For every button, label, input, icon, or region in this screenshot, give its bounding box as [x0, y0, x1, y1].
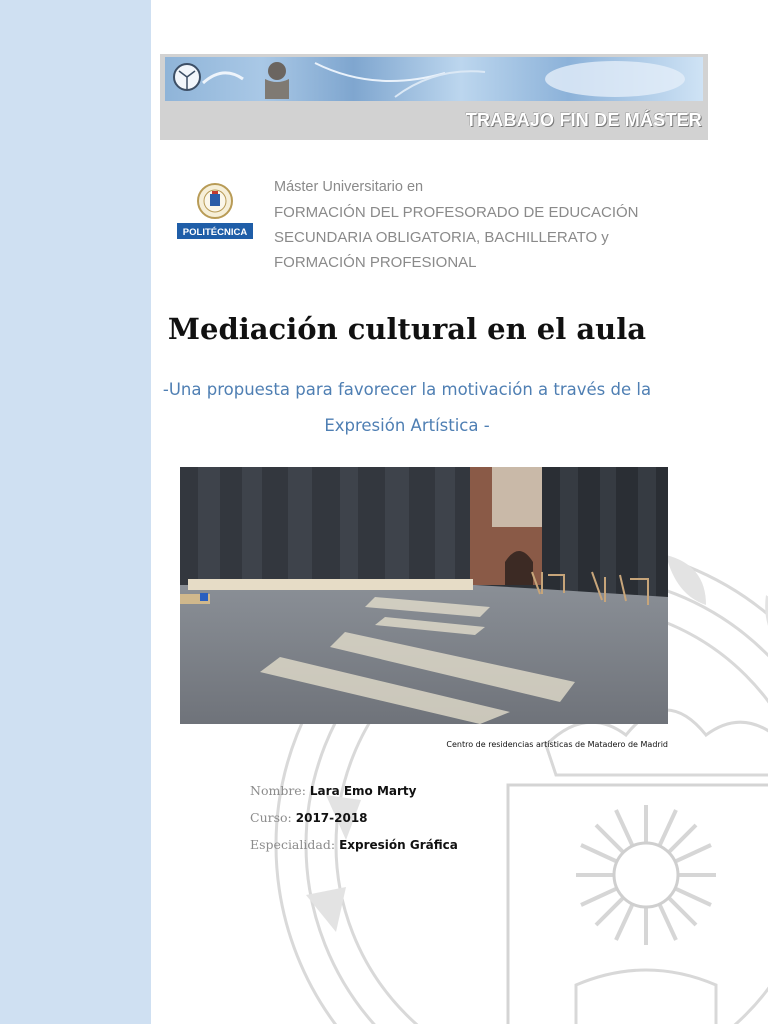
- info-row-name: [250, 781, 458, 808]
- specialty-label: Especialidad:: [250, 837, 336, 852]
- banner-sports-graphic: [165, 57, 703, 101]
- banner-decorative-strip: [165, 57, 703, 101]
- master-description: [274, 175, 694, 275]
- master-line-2: SECUNDARIA OBLIGATORIA, BACHILLERATO y: [274, 229, 609, 246]
- master-intro: Máster Universitario en: [274, 179, 424, 195]
- thesis-banner: [160, 54, 708, 140]
- author-info: [250, 781, 458, 862]
- name-label: Nombre:: [250, 783, 306, 798]
- document-title: Mediación cultural en el aula: [167, 312, 647, 346]
- cover-page: [151, 0, 768, 1024]
- specialty-value: Expresión Gráfica: [339, 838, 458, 852]
- subtitle-line-1: -Una propuesta para favorecer la motivación a través de la: [162, 380, 652, 399]
- document-subtitle: [151, 372, 663, 444]
- banner-title: TRABAJO FIN DE MÁSTER: [465, 110, 702, 130]
- matadero-photo: [180, 467, 668, 724]
- info-row-specialty: [250, 835, 458, 862]
- upm-politecnica-logo: [177, 182, 253, 240]
- course-value: 2017-2018: [295, 811, 368, 825]
- name-value: Lara Emo Marty: [309, 784, 417, 798]
- subtitle-line-2: Expresión Artística -: [324, 416, 490, 435]
- logo-label: POLITÉCNICA: [182, 227, 248, 238]
- photo-caption: Centro de residencias artísticas de Matadero de Madrid: [446, 740, 668, 749]
- master-line-1: FORMACIÓN DEL PROFESORADO DE EDUCACIÓN: [274, 204, 639, 221]
- left-sidebar-band: [0, 0, 151, 1024]
- master-line-3: FORMACIÓN PROFESIONAL: [274, 254, 477, 271]
- info-row-course: [250, 808, 458, 835]
- course-label: Curso:: [250, 810, 292, 825]
